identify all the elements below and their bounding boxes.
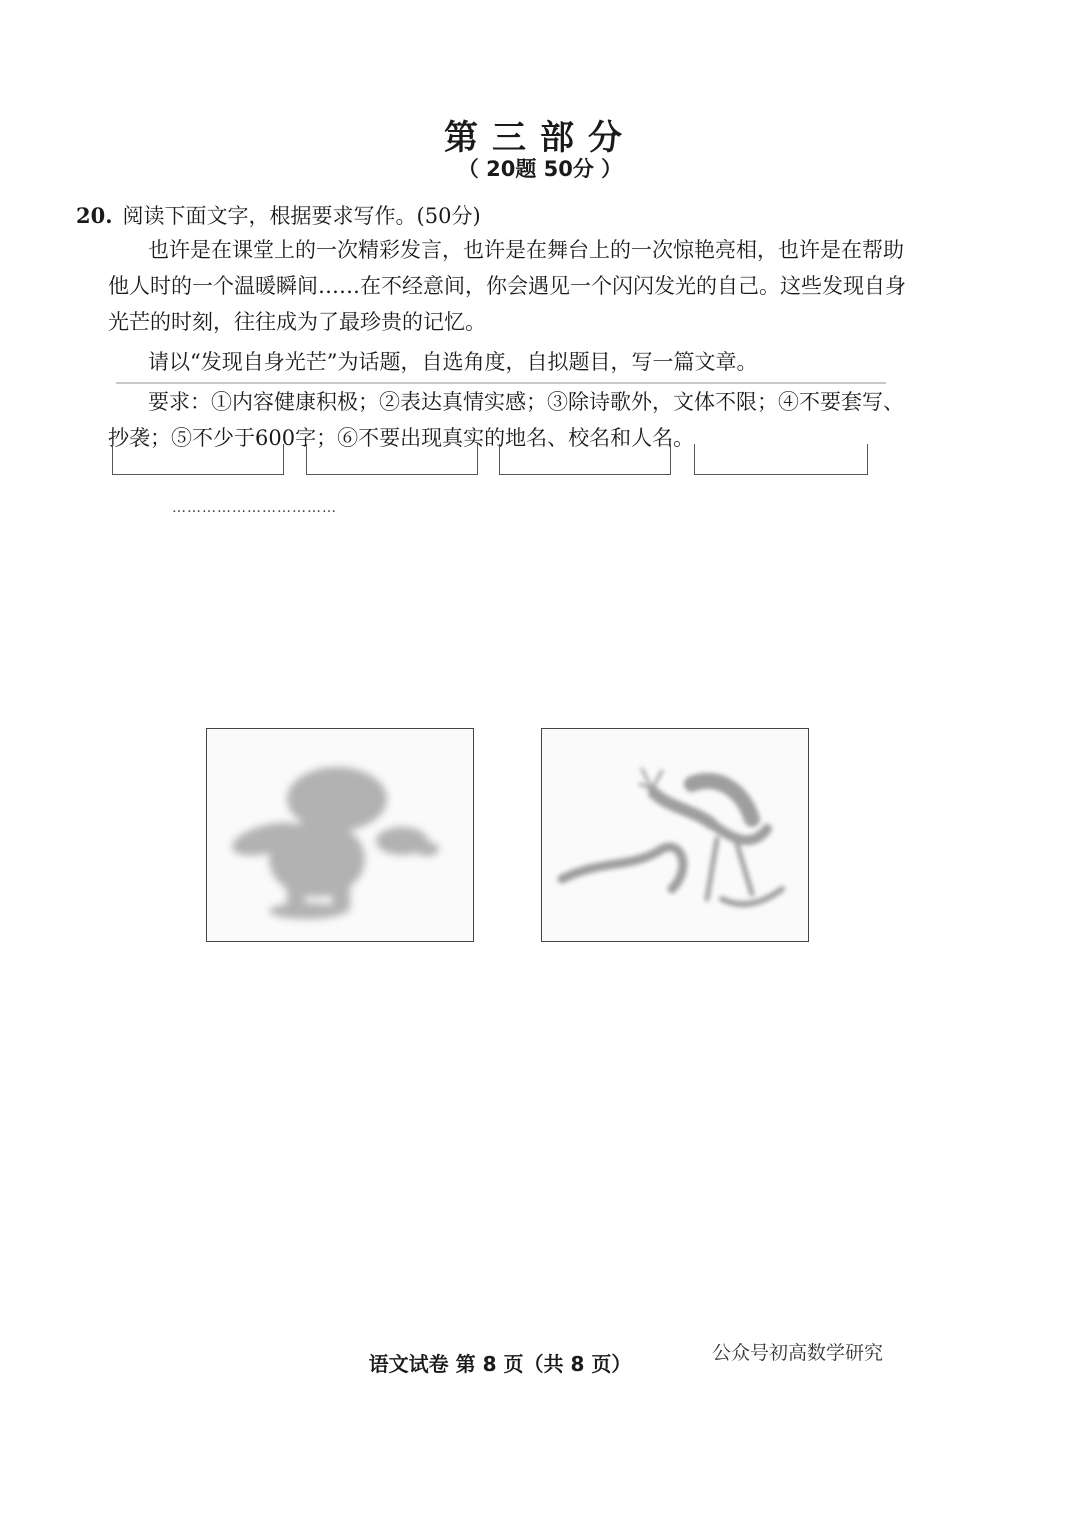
question-number: 20. <box>76 203 113 228</box>
scan-artifact-box <box>112 444 284 475</box>
page-footer: 语文试卷 第 8 页（共 8 页） <box>368 1352 632 1376</box>
ink-wash-deer-image <box>541 728 809 942</box>
question-heading <box>76 200 481 230</box>
question-requirements: 要求：①内容健康积极；②表达真情实感；③除诗歌外，文体不限；④不要套写、抄袭；⑤不少于600字；⑥不要出现真实的地名、校名和人名。 <box>108 390 904 450</box>
deer-drawing <box>542 729 808 941</box>
fox-drawing <box>207 729 473 941</box>
scan-artifact-box <box>499 444 671 475</box>
question-prompt: 阅读下面文字，根据要求写作。(50分) <box>122 204 481 228</box>
watermark-text: 公众号初高数学研究 <box>712 1342 884 1364</box>
scan-artifact-box <box>694 444 868 475</box>
section-subtitle: （ 20题 50分 ） <box>457 157 623 181</box>
section-title: 第三部分 <box>444 118 636 158</box>
question-passage: 也许是在课堂上的一次精彩发言，也许是在舞台上的一次惊艳亮相，也许是在帮助他人时的一个温暖瞬间……在不经意间，你会遇见一个闪闪发光的自己。这些发现自身光芒的时刻，往往成为了最珍贵的记忆。 <box>108 238 906 334</box>
scan-artifact-box <box>306 444 478 475</box>
question-instruction: 请以“发现自身光芒”为话题，自选角度，自拟题目，写一篇文章。 <box>148 350 758 374</box>
dotted-line: …………………………… <box>172 500 337 516</box>
ink-wash-fox-image <box>206 728 474 942</box>
